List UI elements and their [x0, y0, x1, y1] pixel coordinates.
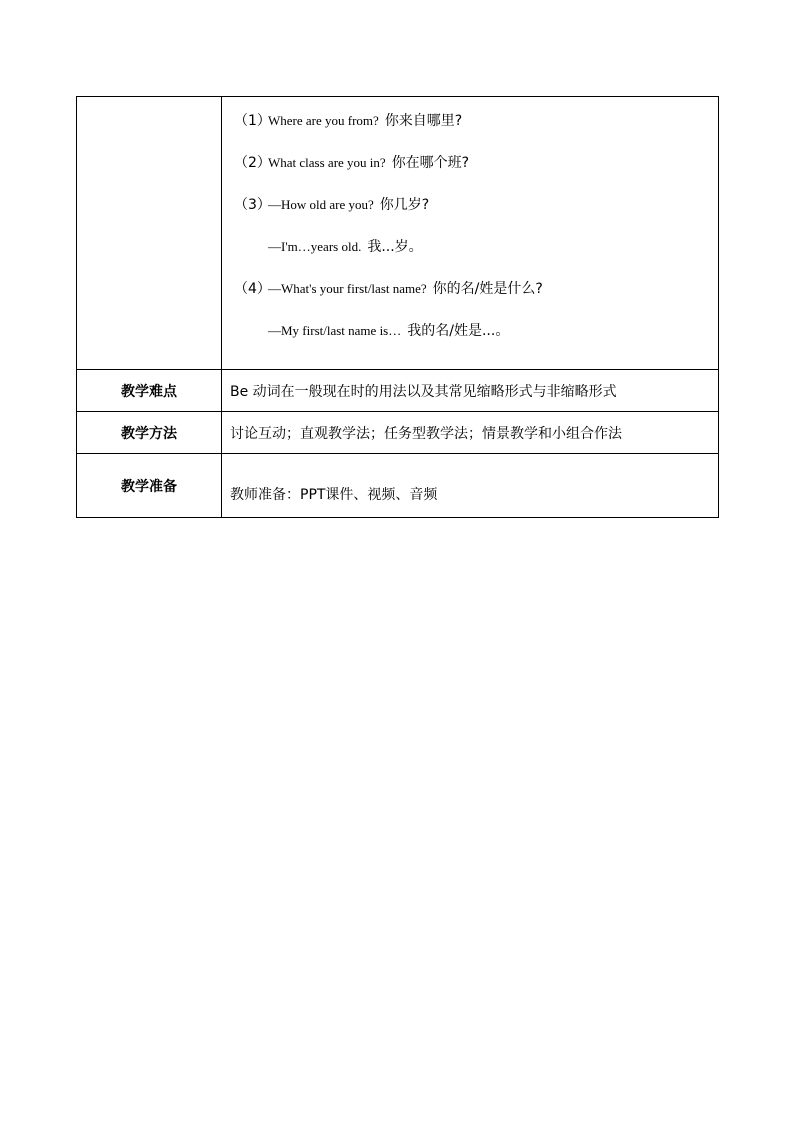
chinese-translation: 我的名/姓是...。 [407, 323, 510, 339]
sentence-line [234, 151, 718, 193]
lesson-plan-table [76, 96, 719, 518]
item-number: （2） [234, 155, 271, 171]
chinese-translation: 你几岁? [379, 197, 430, 213]
sentence-line [234, 319, 718, 361]
difficulty-row [77, 370, 719, 412]
chinese-translation: 你在哪个班? [391, 155, 470, 171]
english-sentence: What class are you in? [268, 155, 386, 170]
sentence-line [234, 277, 718, 319]
item-number: （4） [234, 281, 271, 297]
preparation-value: 教师准备：PPT课件、视频、音频 [230, 486, 438, 503]
item-number: （1） [234, 113, 271, 129]
preparation-row [77, 454, 719, 518]
sentence-line [234, 193, 718, 235]
empty-label-cell [77, 97, 222, 370]
key-sentences-cell [222, 97, 719, 370]
chinese-translation: 你来自哪里? [384, 113, 463, 129]
item-number: （3） [234, 197, 271, 213]
difficulty-value: Be 动词在一般现在时的用法以及其常见缩略形式与非缩略形式 [222, 370, 719, 412]
sentence-line [234, 235, 718, 277]
english-sentence: —I'm…years old. [268, 239, 362, 254]
key-sentences-row [77, 97, 719, 370]
chinese-translation: 我...岁。 [367, 239, 423, 255]
english-sentence: —How old are you? [268, 197, 374, 212]
english-sentence: —My first/last name is… [268, 323, 402, 338]
english-sentence: —What's your first/last name? [268, 281, 427, 296]
sentence-line [234, 109, 718, 151]
methods-row [77, 412, 719, 454]
chinese-translation: 你的名/姓是什么? [432, 281, 543, 297]
english-sentence: Where are you from? [268, 113, 379, 128]
difficulty-label: 教学难点 [77, 370, 222, 412]
methods-value: 讨论互动；直观教学法；任务型教学法；情景教学和小组合作法 [222, 412, 719, 454]
preparation-cell [222, 454, 719, 518]
methods-label: 教学方法 [77, 412, 222, 454]
preparation-label: 教学准备 [77, 454, 222, 518]
